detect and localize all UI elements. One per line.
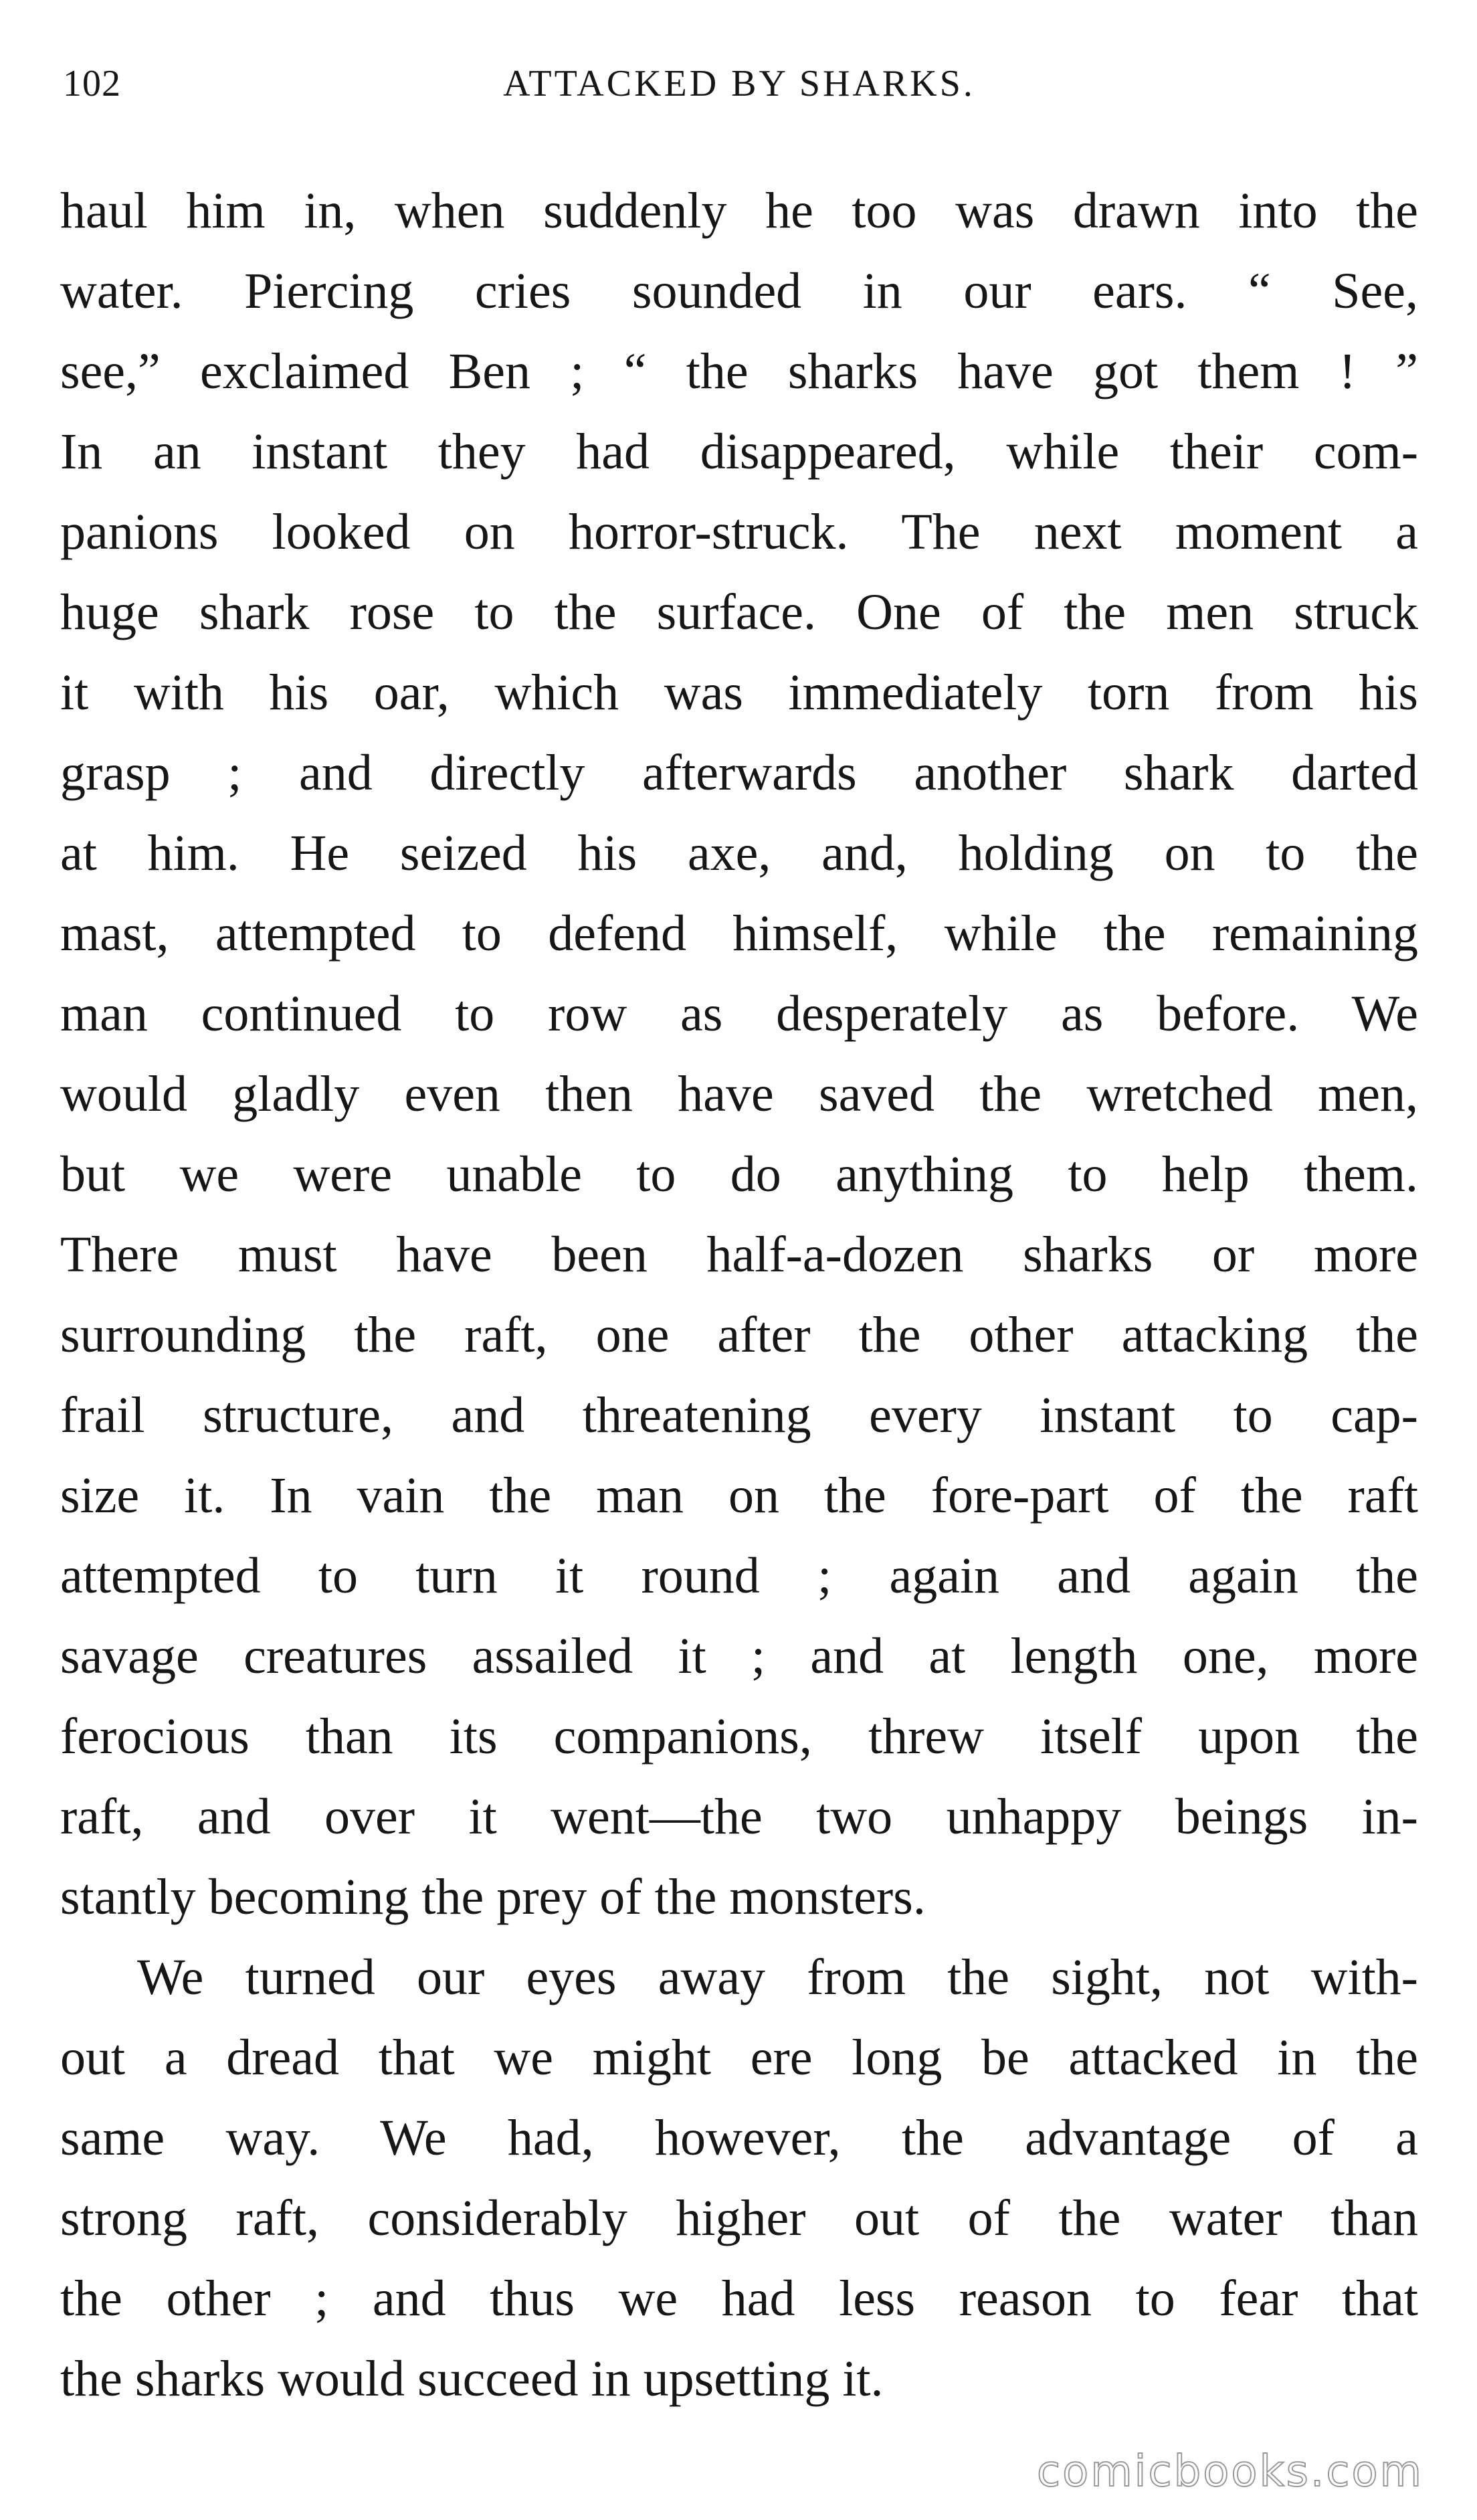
text-line: would gladly even then have saved the wretched men, [60,1066,1418,1122]
text-line: surrounding the raft, one after the other attacking the [60,1307,1418,1363]
text-line: raft, and over it went—the two unhappy beings in- [60,1789,1418,1845]
text-line: it with his oar, which was immediately torn from his [60,664,1418,721]
text-line: ferocious than its companions, threw itself upon the [60,1708,1418,1765]
text-line: out a dread that we might ere long be attacked in the [60,2030,1418,2086]
text-line: man continued to row as desperately as before. We [60,986,1418,1042]
text-line: the other ; and thus we had less reason to fear that [60,2270,1418,2327]
text-line: size it. In vain the man on the fore-part of the raft [60,1467,1418,1524]
text-line: see,” exclaimed Ben ; “ the sharks have got them ! ” [60,343,1418,399]
text-line: at him. He seized his axe, and, holding on to the [60,825,1418,881]
text-line: There must have been half-a-dozen sharks or more [60,1227,1418,1283]
text-line: panions looked on horror-struck. The next moment a [60,504,1418,560]
text-line: strong raft, considerably higher out of the water than [60,2190,1418,2246]
text-line: haul him in, when suddenly he too was drawn into the [60,183,1418,239]
text-line: grasp ; and directly afterwards another shark darted [60,745,1418,801]
text-line: water. Piercing cries sounded in our ears. “ See, [60,263,1418,319]
text-line: stantly becoming the prey of the monsters. [60,1869,926,1925]
text-line: attempted to turn it round ; again and again the [60,1548,1418,1604]
running-head: ATTACKED BY SHARKS. [503,63,975,104]
text-line: mast, attempted to defend himself, while the remaining [60,905,1418,962]
text-line: savage creatures assailed it ; and at length one, more [60,1628,1418,1684]
text-line: We turned our eyes away from the sight, not with- [137,1949,1418,2005]
watermark: comicbooks.com [1036,2447,1423,2497]
page-number: 102 [63,63,121,104]
text-line: the sharks would succeed in upsetting it. [60,2351,884,2407]
text-line: same way. We had, however, the advantage of a [60,2110,1418,2166]
text-line: huge shark rose to the surface. One of the men struck [60,584,1418,640]
text-line: frail structure, and threatening every instant to cap- [60,1387,1418,1443]
text-line: but we were unable to do anything to help them. [60,1146,1418,1202]
page-header [60,57,1418,110]
body-text [60,171,1418,2419]
text-line: In an instant they had disappeared, while their com- [60,424,1418,480]
